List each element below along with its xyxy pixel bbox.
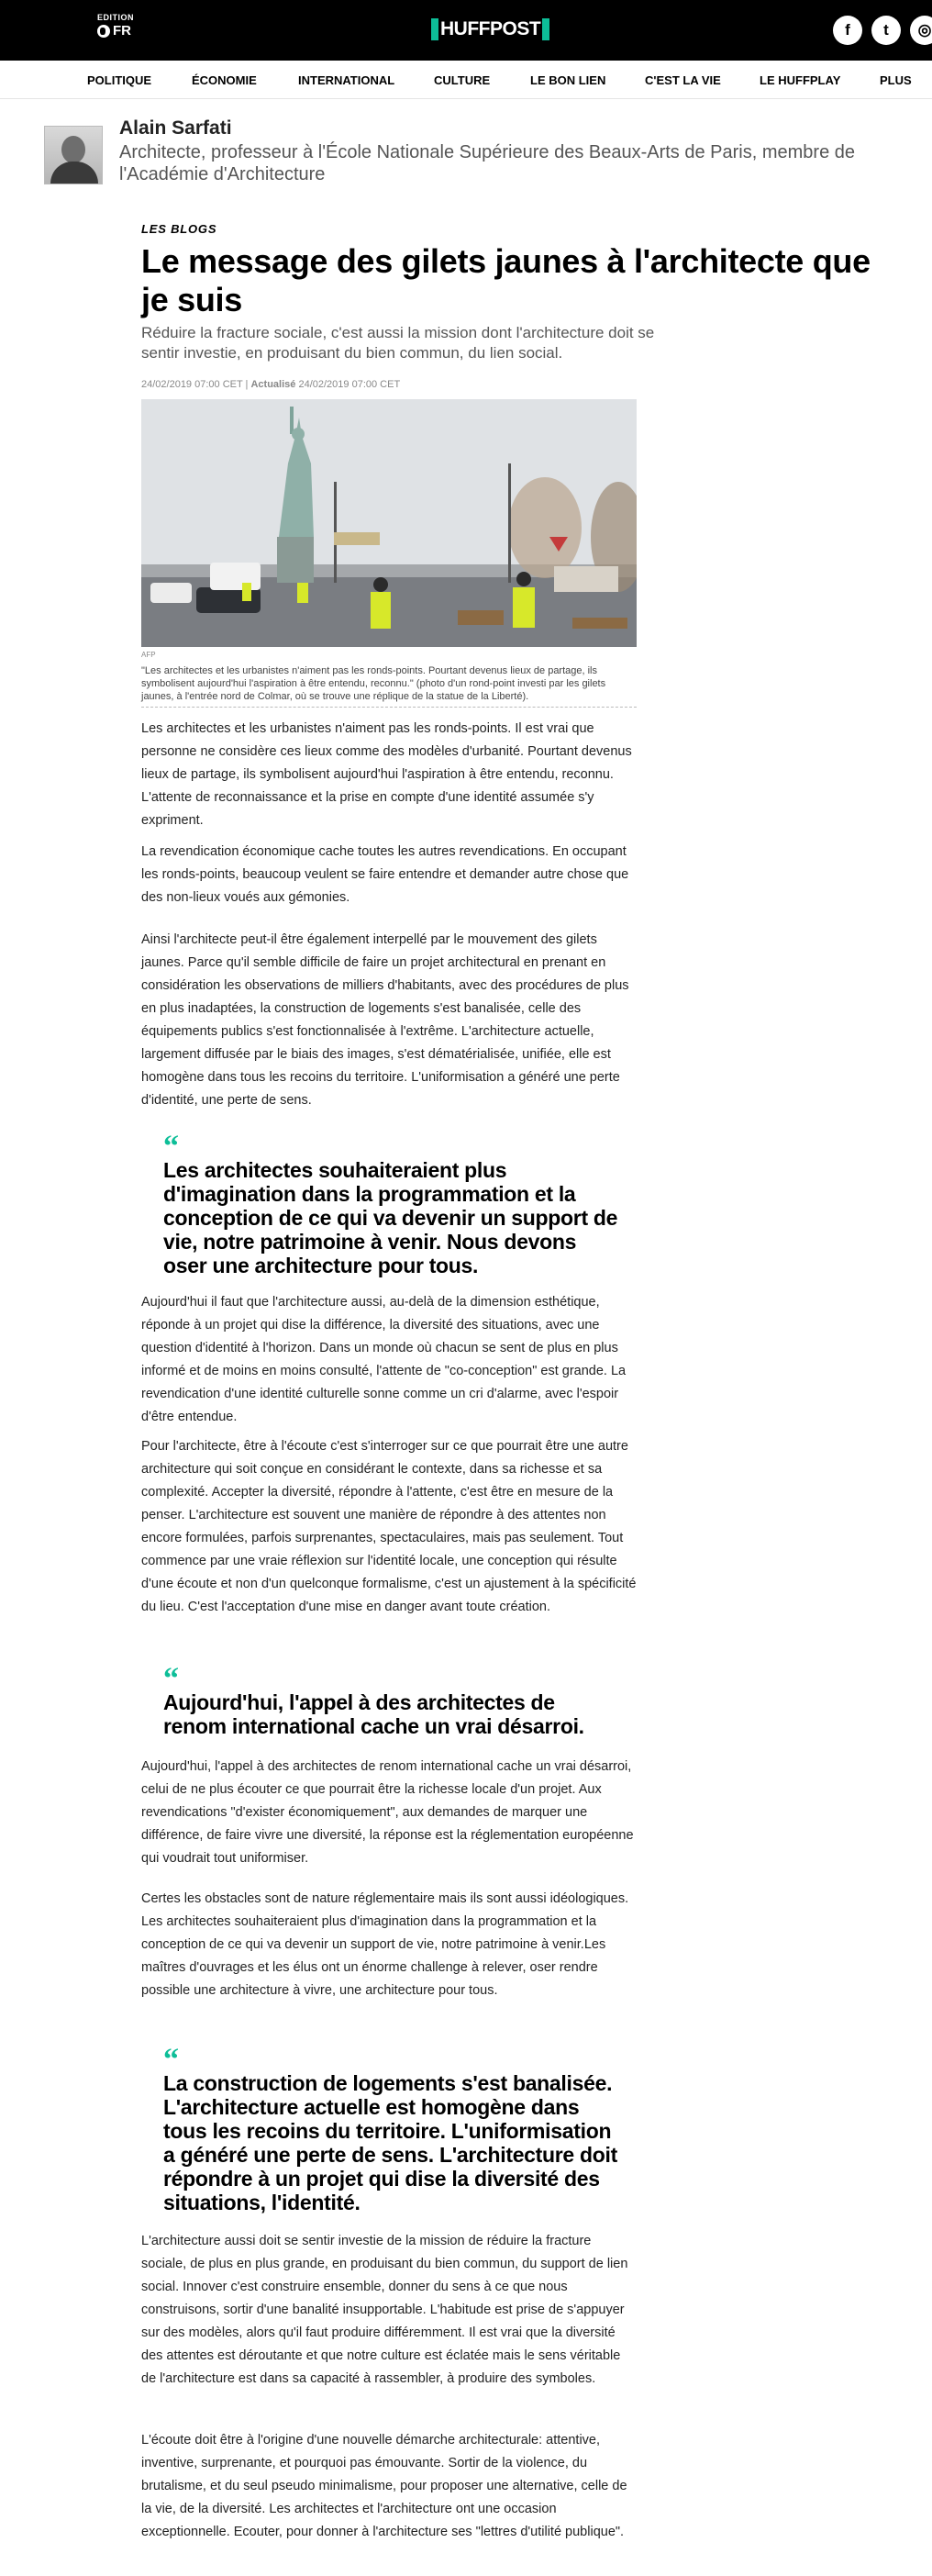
nav-item-cest-la-vie[interactable]: C'EST LA VIE bbox=[645, 73, 721, 87]
huffpost-logo[interactable] bbox=[431, 18, 549, 40]
twitter-icon[interactable]: t bbox=[871, 16, 901, 45]
article-paragraph: Certes les obstacles sont de nature réglementaire mais ils sont aussi idéologiques. Les architectes souhaiteraient plus d'imagination dans la programmation et la conception de ce qui va devenir un support de vie, notre patrimoine à venir.Les maîtres d'ouvrages et les élus ont un énorme challenge à relever, oser rendre possible une architecture à vivre, une architecture pour tous. bbox=[141, 1891, 629, 1998]
nav-item-politique[interactable]: POLITIQUE bbox=[87, 73, 152, 87]
edition-label: EDITION bbox=[97, 13, 135, 22]
pull-quote bbox=[163, 1130, 622, 1277]
edition-selector[interactable] bbox=[97, 13, 134, 39]
nav-item-culture[interactable]: CULTURE bbox=[434, 73, 491, 87]
main-nav bbox=[0, 61, 932, 99]
pull-quote bbox=[163, 2043, 622, 2214]
pull-quote bbox=[163, 1662, 622, 1738]
roundabout-photo-illustration bbox=[141, 399, 637, 647]
updated-date: 24/02/2019 07:00 CET bbox=[298, 379, 401, 390]
article-paragraph: La revendication économique cache toutes les autres revendications. En occupant les ronds-points, beaucoup veulent se faire entendre et demander autre chose que des non-lieux voués aux gémonies. bbox=[141, 844, 629, 905]
edition-value: FR bbox=[113, 23, 131, 39]
author-name[interactable]: Alain Sarfati bbox=[119, 117, 232, 139]
article-paragraph: Les architectes et les urbanistes n'aiment pas les ronds-points. Il est vrai que personne ne considère ces lieux comme des modèles d'urbanité. Pourtant devenus lieux de partage, ils symbolisent aujourd'hui l'aspiration à être entendu, reconnu. L'attente de reconnaissance et la prise en compte d'une identité assumée s'y expriment. bbox=[141, 721, 632, 828]
nav-item-economie[interactable]: ÉCONOMIE bbox=[192, 73, 257, 87]
nav-item-le-bon-lien[interactable]: LE BON LIEN bbox=[530, 73, 606, 87]
pull-quote-text: Les architectes souhaiteraient plus d'imagination dans la programmation et la conception de ce qui va devenir un support de vie, notre patrimoine à venir. Nous devons oser une architecture pour tous. bbox=[163, 1158, 618, 1277]
article-paragraph: Aujourd'hui il faut que l'architecture aussi, au-delà de la dimension esthétique, réponde à un projet qui dise la différence, la diversité des situations, avec une question d'identité à l'horizon. Dans un monde où chacun se sent de plus en plus informé et de moins en moins consulté, l'attente de "co-conception" est grande. La revendication d'une identité culturelle sonne comme un cri d'alarme, avec l'espoir d'être entendue. bbox=[141, 1295, 627, 1424]
logo-text: HUFFPOST bbox=[440, 18, 541, 39]
logo-left-bar bbox=[431, 18, 438, 40]
photo-caption: "Les architectes et les urbanistes n'aiment pas les ronds-points. Pourtant devenus lieux de partage, ils symbolisent aujourd'hui l'aspiration à être entendu, reconnu." (photo d'un rond-point investi par les gilets jaunes, à l'entrée nord de Colmar, où se trouve une réplique de la statue de la Liberté). bbox=[141, 664, 637, 708]
article-paragraph: Pour l'architecte, être à l'écoute c'est s'interroger sur ce que pourrait être une autre architecture qui soit conçue en considérant le contexte, dans sa richesse et sa complexité. Accepter la diversité, répondre à l'attente, c'est être en mesure de la penser. L'architecture est souvent une manière de répondre à des attentes non encore formulées, parfois surprenantes, spectaculaires, mais pas seulement. Tout commence par une vraie réflexion sur l'identité locale, une conception qui résulte d'une écoute et non d'un quelconque formalisme, c'est un ajustement à la spécificité du lieu. C'est l'acceptation d'une mise en danger avant toute création. bbox=[141, 1439, 637, 1614]
facebook-icon[interactable]: f bbox=[833, 16, 862, 45]
updated-label: Actualisé bbox=[250, 379, 296, 390]
site-header bbox=[0, 0, 932, 61]
pull-quote-text: Aujourd'hui, l'appel à des architectes de renom international cache un vrai désarroi. bbox=[163, 1690, 584, 1738]
article-headline: Le message des gilets jaunes à l'architecte que je suis bbox=[141, 242, 871, 318]
nav-item-le-huffplay[interactable]: LE HUFFPLAY bbox=[760, 73, 841, 87]
logo-right-bar bbox=[542, 18, 549, 40]
instagram-icon[interactable]: ◎ bbox=[910, 16, 932, 45]
section-label[interactable]: LES BLOGS bbox=[141, 222, 217, 236]
published-date: 24/02/2019 07:00 CET bbox=[141, 379, 243, 390]
article-paragraph: Aujourd'hui, l'appel à des architectes de renom international cache un vrai désarroi, celui de ne plus écouter ce que pourrait être la richesse locale d'un projet. Aux revendications "d'exister économiquement", aux demandes de marquer une différence, de faire vivre une diversité, la réponse est la réglementation européenne qui voudrait tout uniformiser. bbox=[141, 1759, 634, 1866]
photo-credit: AFP bbox=[141, 651, 156, 659]
article-paragraph: L'écoute doit être à l'origine d'une nouvelle démarche architecturale: attentive, inventive, surprenante, et pourquoi pas émouvante. Sortir de la violence, du brutalisme, et du seul pseudo minimalisme, pour proposer une alternative, celle de la vie, de la diversité. Les architectes et l'architecture ont une occasion exceptionnelle. Ecouter, pour donner à l'architecture ses "lettres d'utilité publique". bbox=[141, 2433, 627, 2539]
article-dates: 24/02/2019 07:00 CET | Actualisé 24/02/2019 07:00 CET bbox=[141, 379, 401, 390]
article-paragraph: L'architecture aussi doit se sentir investie de la mission de réduire la fracture sociale, de plus en plus grande, en produisant du bien commun, du support de lien social. Innover c'est construire ensemble, donner du sens à ce que nous construisons, sortir d'une banalité insupportable. L'habitude est prise de s'appuyer sur des modèles, alors qu'il faut produire différemment. Il est vrai que la diversité des attentes est déroutante et que notre culture est éclatée mais le sens véritable de l'architecture est dans sa capacité à rassembler, à produire des symboles. bbox=[141, 2234, 628, 2386]
article-photo[interactable] bbox=[141, 399, 637, 647]
quote-mark-icon: “ bbox=[163, 1130, 179, 1164]
globe-icon bbox=[97, 25, 110, 38]
article-paragraph: Ainsi l'architecte peut-il être également interpellé par le mouvement des gilets jaunes. Parce qu'il semble difficile de faire un projet architectural en prenant en considération les observations de milliers d'habitants, avec des procédures de plus en plus inadaptées, la construction de logements s'est banalisée, celle des équipements publics s'est fonctionnalisée à l'extrême. L'architecture actuelle, largement diffusée par le biais des images, s'est dématérialisée, unifiée, elle est homogène dans tous les recoins du territoire. L'uniformisation a généré une perte d'identité, une perte de sens. bbox=[141, 932, 629, 1108]
social-links bbox=[833, 16, 932, 45]
quote-mark-icon: “ bbox=[163, 2043, 179, 2077]
author-bio: Architecte, professeur à l'École Nationale Supérieure des Beaux-Arts de Paris, membre de l'Académie d'Architecture bbox=[119, 142, 855, 184]
author-avatar[interactable] bbox=[44, 126, 103, 184]
nav-item-plus[interactable]: PLUS bbox=[880, 73, 912, 87]
article-dek: Réduire la fracture sociale, c'est aussi la mission dont l'architecture doit se sentir investie, en produisant du bien commun, du lien social. bbox=[141, 324, 655, 362]
quote-mark-icon: “ bbox=[163, 1662, 179, 1696]
nav-item-international[interactable]: INTERNATIONAL bbox=[298, 73, 395, 87]
pull-quote-text: La construction de logements s'est banalisée. L'architecture actuelle est homogène dans tous les recoins du territoire. L'uniformisation a généré une perte de sens. L'architecture doit répondre à un projet qui dise la diversité des situations, l'identité. bbox=[163, 2071, 617, 2214]
